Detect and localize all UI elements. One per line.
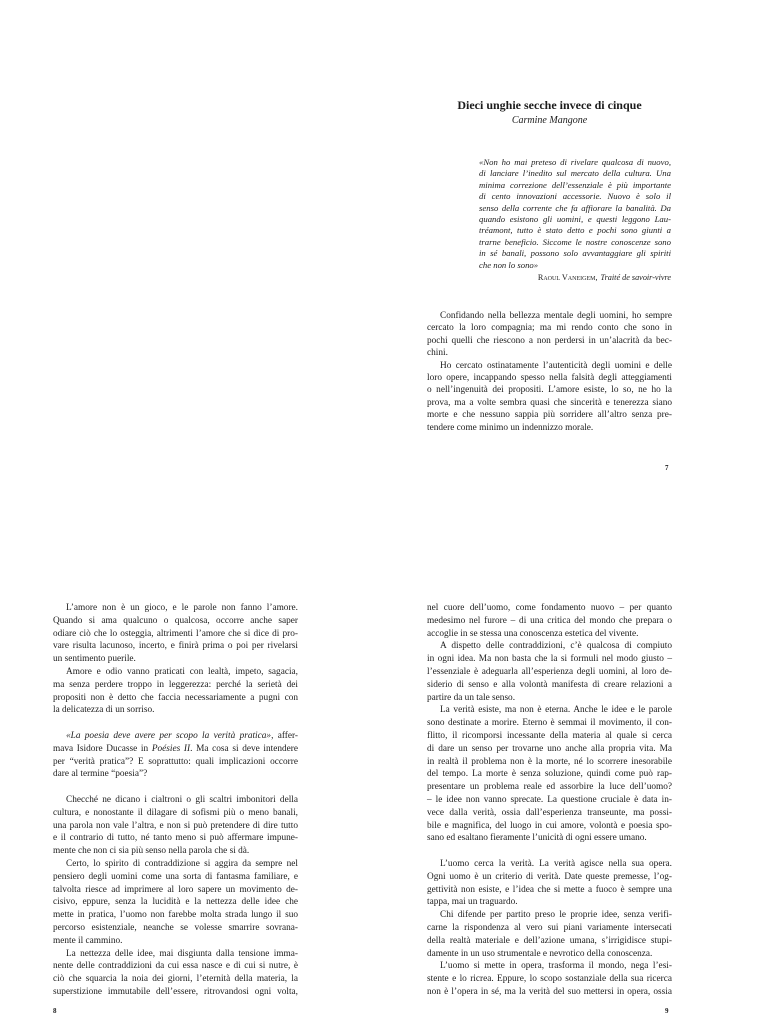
attribution-author: Raoul Vaneigem,	[537, 273, 598, 283]
text-line: medesimo nel furore – di una critica del mondo che prepara o	[427, 615, 672, 626]
text-run: , affer-	[271, 730, 298, 741]
text-line: mente che non ci sia più senso nella parola che si dà.	[53, 846, 250, 857]
text-line: e il contrario di tutto, né tanto meno si può affermare impune-	[53, 833, 298, 844]
text-line: prova, ma a volte sembra quasi che sincerità e tenerezza siano	[427, 397, 672, 408]
text-line: la delicatezza di un sorriso.	[53, 705, 155, 716]
text-line: Quando si ama qualcuno o qualcosa, occorre anche saper	[53, 615, 298, 626]
text-line: L’uomo cerca la verità. La verità agisce nella sua opera.	[440, 858, 672, 869]
section	[53, 730, 298, 781]
text-line: in sé banali, possono solo avvantaggiare gli spiriti	[479, 248, 671, 259]
text-line: un sentimento puerile.	[53, 654, 136, 665]
text-line: senso della corrente che fa affiorare la banalità. Da	[479, 202, 671, 213]
text-line: mente il cammino.	[53, 935, 123, 946]
paragraph	[53, 858, 298, 948]
epigraph-attribution	[479, 272, 671, 283]
text-line	[53, 743, 298, 756]
text-line: gettività non esiste, e l’idea che si mette a fuoco è sempre una	[427, 884, 672, 895]
chapter-heading	[427, 98, 672, 127]
text-line: flitto, il ricomporsi incessante della materia al quale si cerca	[427, 730, 672, 741]
text-line: vare risulta lacunoso, incerto, e finirà prima o poi per rivelarsi	[53, 641, 298, 652]
text-line: o nell’ingenuità dei propositi. L’amore esiste, lo so, ne ho la	[427, 385, 672, 396]
section	[53, 794, 298, 999]
text-line: mette in pratica, l’uomo non farebbe molta strada lungo il suo	[53, 910, 298, 921]
text-line: A dispetto delle contraddizioni, c’è qualcosa di compiuto	[440, 641, 672, 652]
text-line: Ho cercato ostinatamente l’autenticità degli uomini e delle	[440, 360, 672, 371]
text-line: non è l’opera in sé, ma la verità del suo mettersi in opera, ossia	[427, 986, 672, 997]
chapter-author: Carmine Mangone	[511, 115, 588, 126]
section	[427, 858, 672, 999]
text-line: «Non ho mai preteso di rivelare qualcosa di nuovo,	[479, 157, 671, 167]
text-line: damente in un uso strumentale e nevrotico della conoscenza.	[427, 948, 653, 959]
text-line: L’uomo si mette in opera, trasforma il mondo, nega l’esi-	[440, 961, 672, 972]
paragraph	[427, 310, 672, 360]
body-text	[53, 602, 298, 999]
text-line: chini.	[427, 348, 448, 359]
text-line: tappa, mai un traguardo.	[427, 897, 518, 908]
paragraph	[53, 730, 298, 781]
paragraph	[53, 948, 298, 999]
text-line: La verità esiste, ma non è eterna. Anche le idee e le parole	[440, 705, 672, 716]
text-line: quando esistono gli uomini, e questi leggono Lau-	[479, 214, 671, 225]
text-line: partire da un tale senso.	[427, 692, 516, 703]
paragraph	[53, 602, 298, 666]
text-line: Chi difende per partito preso le proprie idee, senza verifi-	[440, 910, 672, 921]
text-line: ciò che squarcia la noia dei giorni, l’eternità della materia, la	[53, 974, 298, 985]
paragraph	[427, 704, 672, 845]
text-line: per “verità pratica”? E soprattutto: quali implicazioni occorre	[53, 756, 298, 767]
text-line: vece dalla verità, ossia dall’esperienza transeunte, ma possi-	[427, 807, 672, 818]
text-line: in ogni idea. Ma non basta che la si formuli nel modo giusto –	[427, 654, 672, 665]
text-line: l’essenziale è adeguarla all’esperienza degli uomini, al loro de-	[427, 666, 672, 677]
text-line: dare al termine “poesia”?	[53, 769, 148, 780]
text-line: cultura, e nonostante il dilagare di sofismi più o meno banali,	[53, 807, 298, 818]
text-line: odiare ciò che lo osteggia, altrimenti l’amore che si dice di pro-	[53, 628, 298, 639]
text-line: della realtà materiale e dell’azione umana, s’irrigidisce stupi-	[427, 935, 672, 946]
text-line: cisivo, eppure, senza la lucidità e la nettezza delle idee che	[53, 897, 298, 908]
text-line: superstizione immutabile dell’essere, ritrovandosi ogni volta,	[53, 986, 298, 997]
text-line: sano ed esaltano fieramente l’unicità di ogni essere umano.	[427, 833, 647, 844]
body-text	[427, 310, 672, 434]
text-line: loro opere, incappando spesso nella falsità degli atteggiamenti	[427, 373, 672, 384]
emphasized-text: «La poesia deve avere per scopo la verità pratica»	[66, 730, 272, 741]
text-line: minima correzione dell’essenziale è più importante	[479, 179, 671, 190]
text-line: tréamont, tutto è stato detto e pochi sono giunti a	[479, 225, 671, 236]
attribution-work: Traité de savoir-vivre	[600, 273, 671, 283]
paragraph	[53, 666, 298, 717]
epigraph-text	[479, 157, 671, 271]
text-line: morte e che nessuno sappia più sorridere all’altro senza pre-	[427, 410, 672, 421]
text-line: carne la rispondenza al vero sui piani variamente intersecati	[427, 922, 672, 933]
text-line: trarne beneficio. Siccome le nostre conoscenze sono	[479, 236, 671, 247]
text-line: di dare un senso per trovarne uno anche alla propria vita. Ma	[427, 743, 672, 754]
text-line: di lanciare l’inedito sul mercato della cultura. Una	[479, 168, 671, 179]
text-line: accoglie in se stessa una conoscenza estetica del vivente.	[427, 628, 639, 639]
text-line: nente delle contraddizioni da cui essa nasce e di cui si nutre, è	[53, 961, 298, 972]
page-number: 9	[665, 1007, 669, 1015]
paragraph	[427, 960, 672, 998]
text-run: mava Isidore Ducasse in	[53, 743, 152, 754]
section	[427, 310, 672, 434]
text-line: pochi quelli che riescono a non perdersi in un’alacrità da bec-	[427, 335, 672, 346]
text-line: – le idee non vanno sprecate. La questione cruciale è data in-	[427, 794, 672, 805]
section	[427, 602, 672, 845]
text-line: stente e lo ricrea. Eppure, lo scopo sostanziale della sua ricerca	[427, 974, 672, 985]
text-line: del tempo. La morte è senza soluzione, quindi come può rap-	[427, 769, 672, 780]
text-line: sono destinate a morire. Eterno è semmai il movimento, il con-	[427, 718, 672, 729]
emphasized-text: Poésies II	[151, 743, 191, 754]
text-line: presentare un problema reale ed assorbire la luce dell’uomo?	[427, 782, 672, 793]
text-run: . Ma cosa si deve intendere	[190, 743, 298, 754]
text-line: che non lo sono»	[479, 259, 539, 270]
paragraph	[427, 360, 672, 434]
text-line: in realtà il problema non è la morte, né lo scorrere inesorabile	[427, 756, 672, 767]
page-number: 8	[53, 1007, 57, 1015]
text-line: talvolta riesce ad imprimere al loro sapere un movimento de-	[53, 884, 298, 895]
text-line: una parola non vale l’altra, e non si può pretendere di dire tutto	[53, 820, 298, 831]
text-line: pensiero degli uomini come una sorta di fantasma familiare, e	[53, 871, 298, 882]
paragraph	[427, 909, 672, 960]
paragraph	[427, 602, 672, 640]
text-line: bile e magnifica, del luogo in cui amore, volontà e poesia spo-	[427, 820, 672, 831]
text-line: nel cuore dell’uomo, come fondamento nuovo – per quanto	[427, 603, 672, 613]
section	[53, 602, 298, 717]
paragraph	[427, 858, 672, 909]
paragraph	[53, 794, 298, 858]
page-number: 7	[665, 464, 669, 472]
text-line: Checché ne dicano i cialtroni o gli scaltri imbonitori della	[66, 794, 298, 805]
text-line: di cento innovazioni accessorie. Nuovo è solo il	[479, 191, 671, 202]
text-line: Ogni uomo è un criterio di verità. Date queste premesse, l’og-	[427, 871, 672, 882]
text-line	[53, 730, 298, 743]
paragraph	[427, 640, 672, 704]
text-line: tendere come minimo un indennizzo morale.	[427, 422, 594, 433]
text-line: Amore e odio vanno praticati con lealtà, impeto, sagacia,	[66, 666, 298, 677]
text-line: percorso esistenziale, neanche se volesse smarrire sovrana-	[53, 922, 298, 933]
text-line: propositi non è detto che faccia necessariamente a pugni con	[53, 692, 298, 703]
epigraph	[479, 157, 671, 283]
text-line: Confidando nella bellezza mentale degli uomini, ho sempre	[440, 311, 672, 321]
chapter-title: Dieci unghie secche invece di cinque	[457, 98, 642, 112]
text-line: L’amore non è un gioco, e le parole non fanno l’amore.	[66, 603, 298, 613]
body-text	[427, 602, 672, 999]
text-line: cercato la loro compagnia; ma mi rendo conto che sono in	[427, 323, 672, 334]
text-line: siderio di senso e alla volontà manifesta di creare relazioni a	[427, 679, 672, 690]
text-line: ma senza perdere troppo in leggerezza: perché la serietà dei	[53, 679, 298, 690]
text-line: La nettezza delle idee, mai disgiunta dalla tensione imma-	[66, 948, 298, 959]
text-line: Certo, lo spirito di contraddizione si aggira da sempre nel	[66, 858, 298, 869]
